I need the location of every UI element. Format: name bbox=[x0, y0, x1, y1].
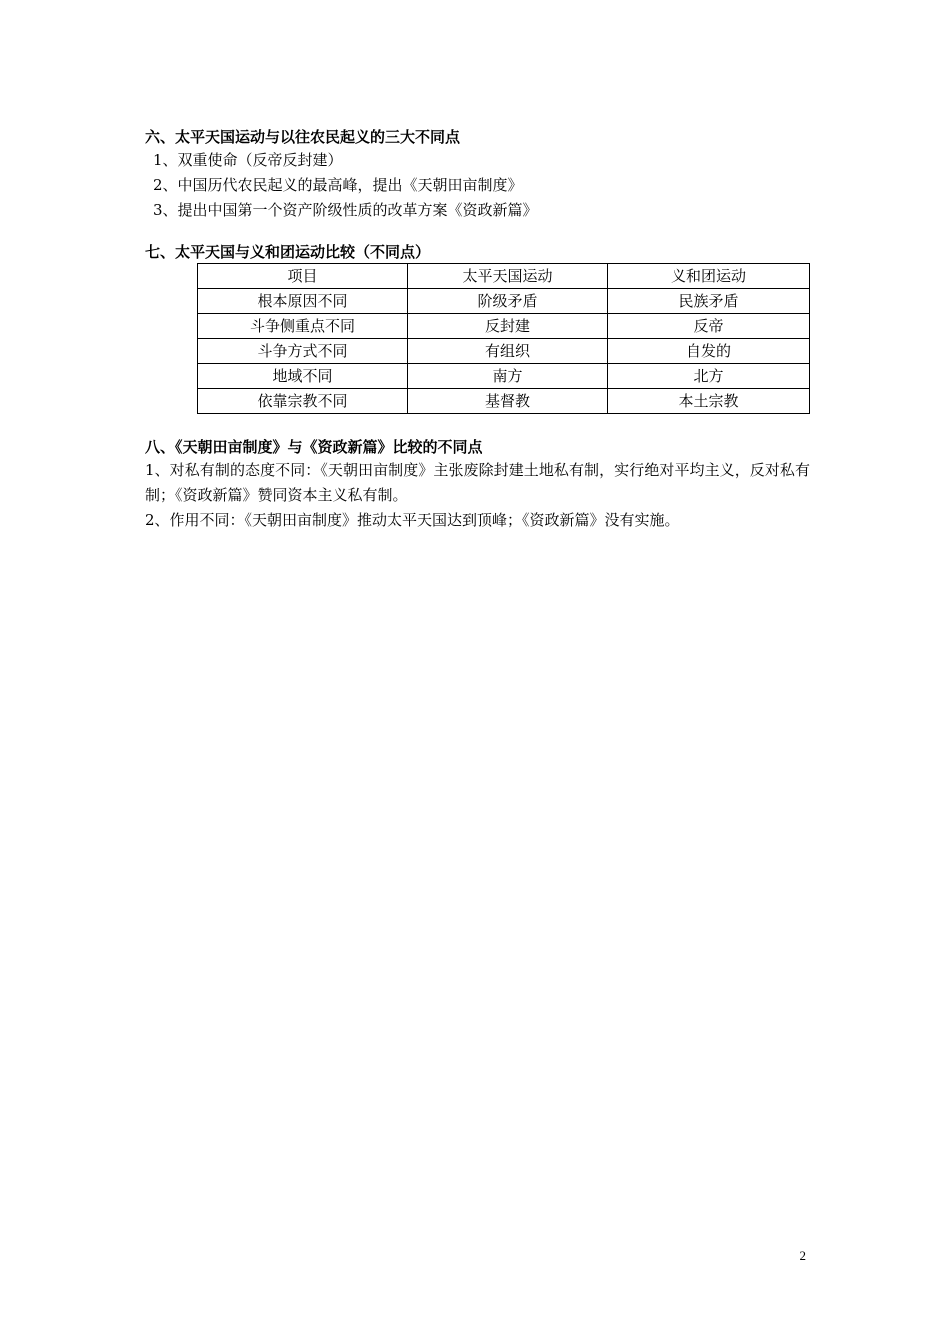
table-row bbox=[198, 289, 810, 314]
list-item: 1、双重使命（反帝反封建） bbox=[153, 151, 343, 169]
comparison-table bbox=[197, 263, 810, 414]
table-cell: 北方 bbox=[608, 364, 810, 389]
section-seven-title: 七、太平天国与义和团运动比较（不同点） bbox=[145, 243, 431, 261]
table-row bbox=[198, 339, 810, 364]
table-row bbox=[198, 314, 810, 339]
table-cell: 反帝 bbox=[608, 314, 810, 339]
table-row bbox=[198, 389, 810, 414]
document-page bbox=[145, 126, 810, 533]
list-item: 3、提出中国第一个资产阶级性质的改革方案《资政新篇》 bbox=[153, 201, 538, 219]
paragraph: 1、对私有制的态度不同：《天朝田亩制度》主张废除封建土地私有制，实行绝对平均主义，反对私有制；《资政新篇》赞同资本主义私有制。 bbox=[145, 461, 810, 504]
table-cell: 斗争侧重点不同 bbox=[198, 314, 408, 339]
section-seven bbox=[145, 241, 810, 414]
section-six-title: 六、太平天国运动与以往农民起义的三大不同点 bbox=[145, 128, 461, 146]
table-cell: 南方 bbox=[408, 364, 608, 389]
table-cell: 民族矛盾 bbox=[608, 289, 810, 314]
table-header-cell: 义和团运动 bbox=[608, 264, 810, 289]
table-cell: 依靠宗教不同 bbox=[198, 389, 408, 414]
table-cell: 有组织 bbox=[408, 339, 608, 364]
table-cell: 阶级矛盾 bbox=[408, 289, 608, 314]
section-eight-title: 八、《天朝田亩制度》与《资政新篇》比较的不同点 bbox=[145, 438, 483, 456]
table-cell: 根本原因不同 bbox=[198, 289, 408, 314]
table-header-cell: 太平天国运动 bbox=[408, 264, 608, 289]
table-cell: 基督教 bbox=[408, 389, 608, 414]
table-header-cell: 项目 bbox=[198, 264, 408, 289]
table-cell: 自发的 bbox=[608, 339, 810, 364]
table-cell: 本土宗教 bbox=[608, 389, 810, 414]
table-cell: 地域不同 bbox=[198, 364, 408, 389]
table-header-row bbox=[198, 264, 810, 289]
list-item: 2、中国历代农民起义的最高峰，提出《天朝田亩制度》 bbox=[153, 176, 523, 194]
section-eight bbox=[145, 436, 810, 533]
table-cell: 反封建 bbox=[408, 314, 608, 339]
table-cell: 斗争方式不同 bbox=[198, 339, 408, 364]
table-row bbox=[198, 364, 810, 389]
paragraph: 2、作用不同：《天朝田亩制度》推动太平天国达到顶峰；《资政新篇》没有实施。 bbox=[145, 511, 680, 529]
page-number: 2 bbox=[799, 1248, 806, 1263]
section-six bbox=[145, 126, 810, 223]
